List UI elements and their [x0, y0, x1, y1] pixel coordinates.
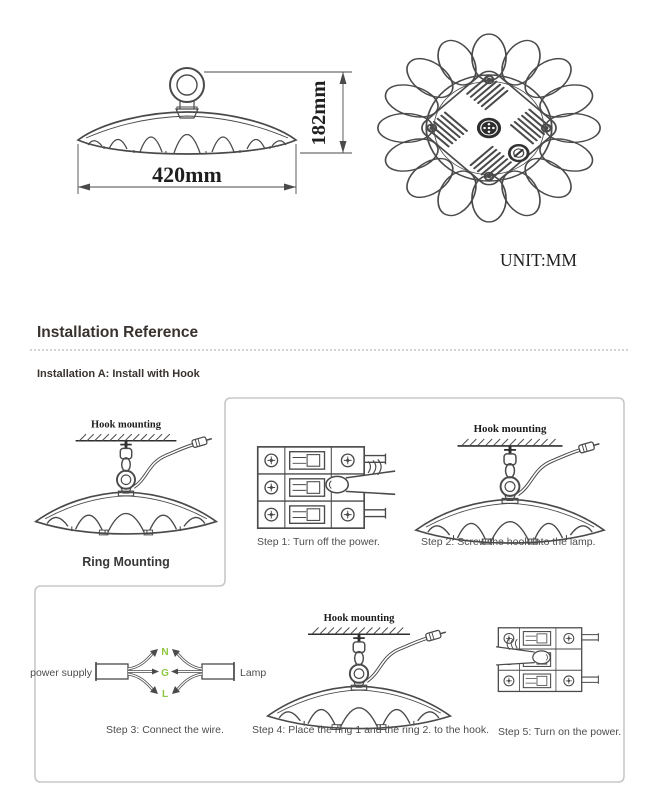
width-dimension-label: 420mm — [152, 162, 222, 187]
connector-icon — [477, 118, 501, 138]
step-1-illustration — [250, 442, 400, 534]
top-view-drawing — [370, 22, 610, 232]
wire-g-label: G — [161, 668, 169, 679]
step-2-caption: Step 2: Screw the hook into the lamp. — [421, 536, 596, 548]
side-view-drawing — [46, 10, 358, 200]
step-4-caption: Step 4: Place the ring 1 and the ring 2. to the hook. — [252, 724, 489, 736]
ring-mounting-illustration — [26, 417, 226, 552]
wiring-diagram — [30, 640, 280, 702]
wire-l-label: L — [161, 689, 169, 700]
power-supply-label: power supply — [30, 667, 92, 679]
lamp-label: Lamp — [240, 667, 267, 679]
unit-label: UNIT:MM — [500, 250, 577, 270]
step-3-caption: Step 3: Connect the wire. — [106, 724, 224, 736]
wire-n-label: N — [161, 647, 169, 658]
power-supply-cable-icon — [96, 649, 159, 694]
dotted-divider — [30, 349, 628, 351]
subsection-heading: Installation A: Install with Hook — [37, 368, 200, 380]
step-1-caption: Step 1: Turn off the power. — [257, 536, 380, 548]
eye-bolt-icon — [170, 68, 204, 118]
section-heading: Installation Reference — [37, 324, 199, 341]
step-5-caption: Step 5: Turn on the power. — [498, 726, 622, 738]
ring-mounting-label: Ring Mounting — [82, 555, 170, 569]
lamp-cable-icon — [171, 649, 234, 694]
height-dimension-label: 182mm — [308, 80, 330, 146]
lamp-body-side — [78, 107, 296, 154]
seal-screw-icon — [509, 145, 528, 161]
step-5-illustration — [492, 624, 610, 696]
product-manual-page: Hook mounting 420mm 182mm UNIT:MM Installation Reference Installation A: Install with Hook Ring Mounting Step 1: Turn off the power. Step 2: Screw the hook into the lamp. power supply Lamp N G L Step 3: Connect the wire. Step 4: Place the ring 1 and the ring 2. to the hook. Step 5: Turn on the power. — [0, 0, 650, 791]
